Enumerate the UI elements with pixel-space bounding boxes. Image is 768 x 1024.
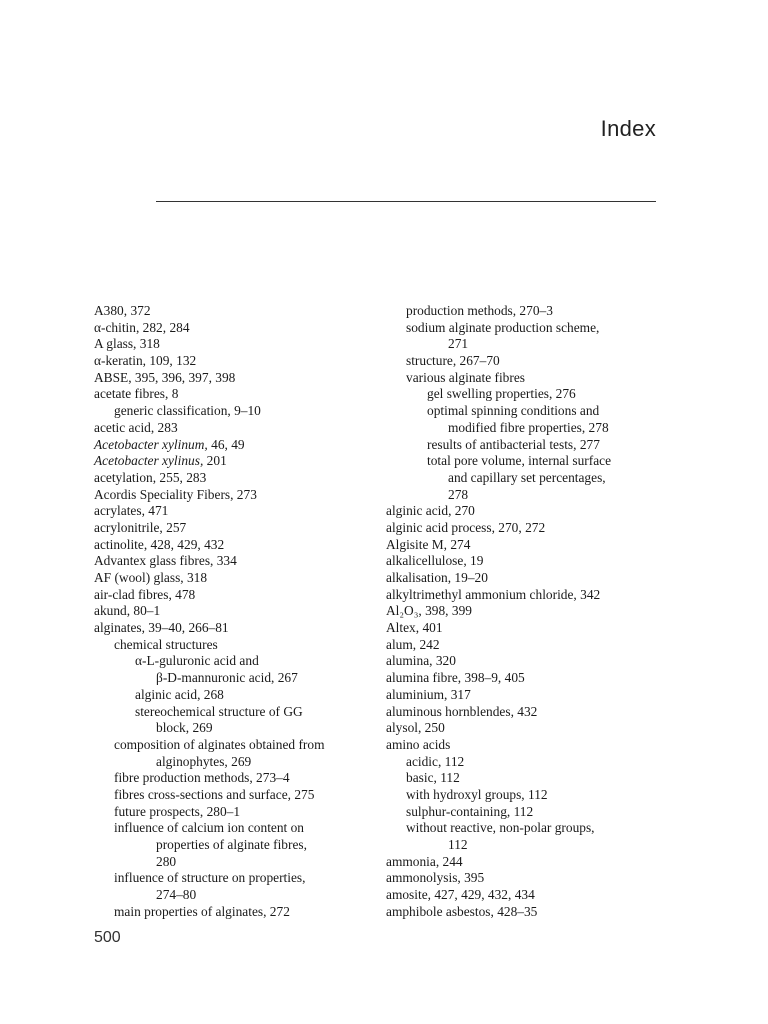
- index-entry: with hydroxyl groups, 112: [406, 786, 548, 802]
- index-entry: 280: [156, 853, 177, 869]
- index-column-left: [94, 303, 379, 920]
- index-entry: acetic acid, 283: [94, 419, 178, 435]
- index-entry: A glass, 318: [94, 336, 160, 352]
- index-entry: ammonia, 244: [386, 853, 463, 869]
- index-entry: basic, 112: [406, 770, 460, 786]
- index-entry: acrylonitrile, 257: [94, 519, 187, 535]
- index-entry: future prospects, 280–1: [114, 803, 241, 819]
- index-entry: main properties of alginates, 272: [114, 903, 290, 919]
- index-entry: 278: [448, 486, 469, 502]
- index-entry: alkalisation, 19–20: [386, 570, 488, 585]
- index-entry: fibre production methods, 273–4: [114, 770, 290, 786]
- index-entry: optimal spinning conditions and: [427, 403, 600, 419]
- index-entry: alumina fibre, 398–9, 405: [386, 670, 525, 686]
- index-entry: actinolite, 428, 429, 432: [94, 536, 225, 552]
- index-entry: Algisite M, 274: [386, 536, 471, 552]
- index-entry: alysol, 250: [386, 720, 445, 736]
- index-entry: akund, 80–1: [94, 603, 161, 619]
- index-entry: influence of calcium ion content on: [114, 820, 305, 836]
- index-entry: [94, 437, 379, 454]
- index-entry: composition of alginates obtained from: [114, 736, 325, 752]
- index-entry: total pore volume, internal surface: [427, 453, 612, 469]
- title-rule: [156, 201, 656, 202]
- index-entry: results of antibacterial tests, 277: [427, 436, 600, 452]
- index-entry: 274–80: [156, 887, 197, 903]
- index-entry: alkalicellulose, 19: [386, 553, 484, 569]
- index-entry-italic-term: Acetobacter xylinum,: [94, 436, 208, 452]
- index-entry: amosite, 427, 429, 432, 434: [386, 887, 535, 903]
- index-entry: acidic, 112: [406, 753, 465, 769]
- index-entry: 271: [448, 336, 469, 352]
- index-entry: without reactive, non-polar groups,: [406, 820, 595, 836]
- index-entry: alumina, 320: [386, 653, 456, 669]
- index-entry: production methods, 270–3: [406, 303, 553, 318]
- index-entry: amino acids: [386, 736, 451, 752]
- index-entry: influence of structure on properties,: [114, 870, 306, 886]
- index-entry: sodium alginate production scheme,: [406, 319, 600, 335]
- index-entry: stereochemical structure of GG: [135, 703, 303, 719]
- index-entry: 112: [448, 837, 468, 852]
- index-entry: alginic acid process, 270, 272: [386, 519, 546, 535]
- index-entry: and capillary set percentages,: [448, 469, 606, 485]
- index-entry: alkyltrimethyl ammonium chloride, 342: [386, 586, 601, 602]
- index-entry: ammonolysis, 395: [386, 870, 485, 886]
- index-entry: gel swelling properties, 276: [427, 386, 576, 402]
- index-entry: β-D-mannuronic acid, 267: [156, 670, 298, 686]
- index-entry: [94, 453, 379, 470]
- index-entry: alginic acid, 270: [386, 503, 475, 519]
- index-entry-pages: 46, 49: [207, 436, 245, 452]
- index-entry: various alginate fibres: [406, 369, 525, 385]
- index-entry: Advantex glass fibres, 334: [94, 553, 237, 569]
- index-entry: alum, 242: [386, 636, 440, 652]
- index-entry: properties of alginate fibres,: [156, 837, 307, 852]
- index-entry: alginates, 39–40, 266–81: [94, 620, 229, 636]
- index-entry: α-keratin, 109, 132: [94, 353, 197, 369]
- index-entry: acetate fibres, 8: [94, 386, 179, 402]
- index-entry: acetylation, 255, 283: [94, 469, 207, 485]
- index-entry: chemical structures: [114, 636, 218, 652]
- index-entry: acrylates, 471: [94, 503, 169, 519]
- index-entry: Altex, 401: [386, 620, 443, 636]
- page-number: 500: [94, 929, 121, 946]
- index-entry: ABSE, 395, 396, 397, 398: [94, 369, 236, 385]
- index-entry: α-chitin, 282, 284: [94, 319, 190, 335]
- index-entry: alginic acid, 268: [135, 686, 224, 702]
- index-entry: A380, 372: [94, 303, 151, 318]
- index-entry: sulphur-containing, 112: [406, 803, 534, 819]
- index-entry-italic-term: Acetobacter xylinus,: [94, 453, 204, 469]
- index-column-right: [386, 303, 671, 920]
- index-entry: AF (wool) glass, 318: [94, 570, 208, 585]
- index-entry: structure, 267–70: [406, 353, 500, 369]
- index-entry: amphibole asbestos, 428–35: [386, 903, 538, 919]
- index-entry: fibres cross-sections and surface, 275: [114, 786, 315, 802]
- index-entry: alginophytes, 269: [156, 753, 252, 769]
- index-entry: block, 269: [156, 720, 213, 736]
- index-entry: generic classification, 9–10: [114, 403, 261, 419]
- index-entry: modified fibre properties, 278: [448, 419, 609, 435]
- index-entry-pages: 201: [203, 453, 227, 469]
- index-entry: Acordis Speciality Fibers, 273: [94, 486, 257, 502]
- index-entry: aluminous hornblendes, 432: [386, 703, 538, 719]
- page-title: Index: [600, 116, 656, 141]
- index-entry: aluminium, 317: [386, 686, 471, 702]
- index-entry: air-clad fibres, 478: [94, 586, 196, 602]
- index-entry: α-L-guluronic acid and: [135, 653, 259, 669]
- index-entry: Al₂O₃, 398, 399: [386, 603, 472, 619]
